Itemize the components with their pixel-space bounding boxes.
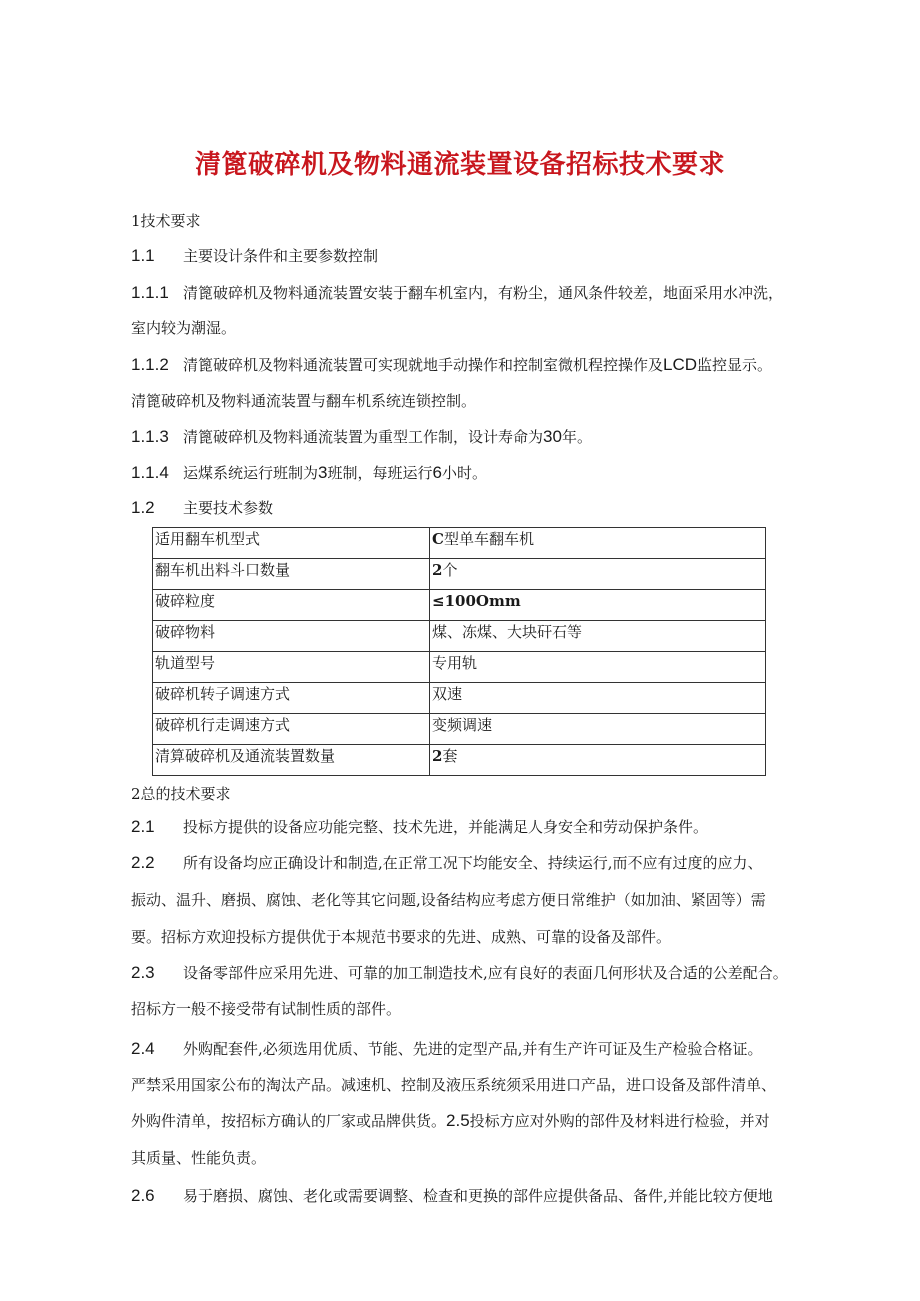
design-life-years: 30: [543, 427, 562, 446]
section-text: 易于磨损、腐蚀、老化或需要调整、检查和更换的部件应提供备品、备件,并能比较方便地: [183, 1187, 773, 1205]
section-2-4-line-3: [131, 1111, 770, 1131]
section-text: 主要设计条件和主要参数控制: [183, 247, 379, 265]
section-number: 2.6: [131, 1186, 155, 1205]
param-value: 2个: [430, 559, 766, 590]
section-text: 外购件清单，按招标方确认的厂家或品牌供货。: [131, 1112, 447, 1130]
section-text: 外购配套件,必须选用优质、节能、先进的定型产品,并有生产许可证及生产检验合格证。: [183, 1040, 763, 1058]
table-row: [153, 745, 766, 776]
lcd-label: LCD: [663, 355, 698, 374]
section-1-1-2-cont: 清篦破碎机及物料通流装置与翻车机系统连锁控制。: [131, 392, 477, 410]
section-text-end: 小时。: [441, 464, 487, 482]
section-1-heading: 1技术要求: [131, 212, 201, 230]
section-2-5-text: 投标方应对外购的部件及材料进行检验，并对: [469, 1112, 770, 1130]
section-text-end: 年。: [561, 428, 592, 446]
table-row: [153, 590, 766, 621]
param-value: ≤100Omm: [430, 590, 766, 621]
section-2-2-line-2: 振动、温升、磨损、腐蚀、老化等其它问题,设备结构应考虑方便日常维护（如加油、紧固等）需: [131, 891, 766, 909]
section-2-2-line-3: 要。招标方欢迎投标方提供优于本规范书要求的先进、成熟、可靠的设备及部件。: [131, 928, 672, 946]
section-text: 清篦破碎机及物料通流装置安装于翻车机室内，有粉尘，通风条件较差，地面采用水冲洗，: [183, 284, 784, 302]
param-value: 2套: [430, 745, 766, 776]
section-2-2: [131, 853, 811, 873]
section-1-1-1-cont: 室内较为潮湿。: [131, 319, 237, 337]
section-number: 1.1: [131, 246, 155, 265]
param-name: 轨道型号: [153, 652, 430, 683]
section-number: 1.1.2: [131, 355, 169, 374]
section-text: 所有设备均应正确设计和制造,在正常工况下均能安全、持续运行,而不应有过度的应力、: [183, 854, 763, 872]
section-2-3-line-2: 招标方一般不接受带有试制性质的部件。: [131, 1000, 402, 1018]
section-text: 投标方提供的设备应功能完整、技术先进，并能满足人身安全和劳动保护条件。: [183, 818, 709, 836]
section-number: 2.2: [131, 853, 155, 872]
section-number: 1.1.1: [131, 283, 169, 302]
page-title: 清篦破碎机及物料通流装置设备招标技术要求: [194, 150, 725, 180]
section-2-heading: 2总的技术要求: [131, 785, 231, 803]
section-1-1-3: [131, 427, 811, 447]
param-name: 破碎物料: [153, 621, 430, 652]
section-1-1: [131, 246, 811, 266]
hours-per-shift: 6: [432, 463, 442, 482]
table-row: [153, 714, 766, 745]
param-name: 破碎粒度: [153, 590, 430, 621]
section-2-4-line-2: 严禁采用国家公布的淘汰产品。减速机、控制及液压系统须采用进口产品，进口设备及部件清单、: [131, 1076, 777, 1094]
section-number: 2.4: [131, 1039, 155, 1058]
param-name: 破碎机转子调速方式: [153, 683, 430, 714]
section-text: 运煤系统运行班制为: [183, 464, 319, 482]
param-name: 破碎机行走调速方式: [153, 714, 430, 745]
section-text-end: 监控显示。: [697, 356, 773, 374]
section-text: 主要技术参数: [183, 499, 274, 517]
section-text-mid: 班制，每班运行: [327, 464, 433, 482]
section-1-1-1: [131, 283, 811, 303]
parameters-table: [152, 527, 766, 776]
table-row: [153, 559, 766, 590]
section-2-4-line-4: 其质量、性能负责。: [131, 1149, 267, 1167]
shift-count: 3: [318, 463, 328, 482]
param-value: 专用轨: [430, 652, 766, 683]
param-value: 双速: [430, 683, 766, 714]
param-name: 适用翻车机型式: [153, 528, 430, 559]
table-row: [153, 621, 766, 652]
section-number: 2.1: [131, 817, 155, 836]
section-2-6: [131, 1186, 811, 1206]
table-row: [153, 528, 766, 559]
param-value: C型单车翻车机: [430, 528, 766, 559]
section-2-5-number: 2.5: [446, 1111, 470, 1130]
param-name: 翻车机出料斗口数量: [153, 559, 430, 590]
section-number: 1.1.4: [131, 463, 169, 482]
section-number: 1.2: [131, 498, 155, 517]
section-2-4: [131, 1039, 811, 1059]
table-row: [153, 683, 766, 714]
section-2-3: [131, 963, 811, 983]
param-value: 煤、冻煤、大块矸石等: [430, 621, 766, 652]
section-number: 1.1.3: [131, 427, 169, 446]
section-number: 2.3: [131, 963, 155, 982]
section-2-1: [131, 817, 811, 837]
param-name: 清算破碎机及通流装置数量: [153, 745, 430, 776]
param-value: 变频调速: [430, 714, 766, 745]
section-text: 设备零部件应采用先进、可靠的加工制造技术,应有良好的表面几何形状及合适的公差配合。: [183, 964, 788, 982]
table-row: [153, 652, 766, 683]
section-text: 清篦破碎机及物料通流装置为重型工作制，设计寿命为: [183, 428, 544, 446]
section-1-1-2: [131, 355, 811, 375]
section-1-2: [131, 498, 811, 518]
section-1-1-4: [131, 463, 811, 483]
section-text: 清篦破碎机及物料通流装置可实现就地手动操作和控制室微机程控操作及: [183, 356, 664, 374]
